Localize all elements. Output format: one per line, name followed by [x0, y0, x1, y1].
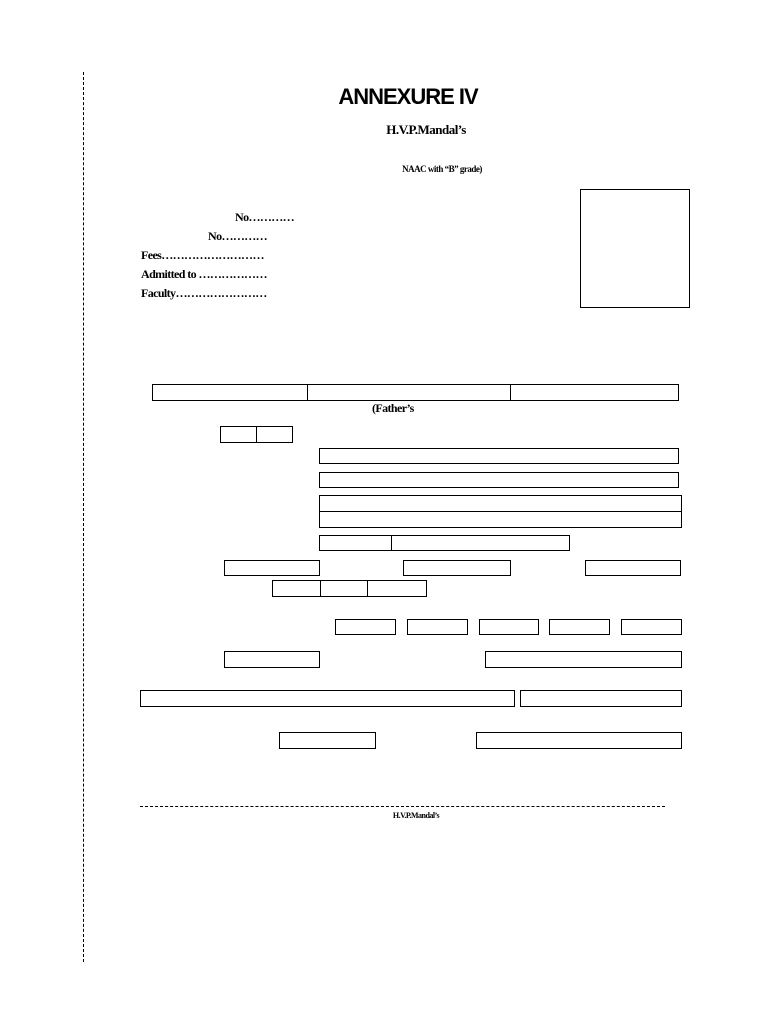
date-day-box[interactable]	[272, 580, 321, 597]
fathers-name-box[interactable]	[510, 384, 679, 401]
office-no-field-1: No…………	[235, 210, 295, 224]
option-box-1[interactable]	[335, 619, 396, 635]
field-box-g[interactable]	[520, 690, 682, 707]
address-line-1[interactable]	[319, 495, 682, 512]
office-no-field-2: No…………	[208, 229, 268, 243]
field-box-d[interactable]	[224, 651, 320, 668]
option-box-2[interactable]	[407, 619, 468, 635]
small-box-2[interactable]	[256, 426, 293, 443]
first-name-box[interactable]	[307, 384, 511, 401]
phone-box[interactable]	[391, 535, 570, 551]
page-title: ANNEXURE IV	[338, 84, 478, 109]
small-box-1[interactable]	[220, 426, 257, 443]
field-box-f[interactable]	[140, 690, 515, 707]
footer-institution-name: H.V.P.Mandal’s	[392, 811, 440, 820]
naac-grade: NAAC with “B” grade)	[402, 164, 482, 174]
field-box-i[interactable]	[476, 732, 682, 749]
option-box-4[interactable]	[549, 619, 610, 635]
surname-box[interactable]	[152, 384, 308, 401]
institution-name: H.V.P.Mandal’s	[386, 122, 466, 137]
field-box-a[interactable]	[224, 560, 320, 576]
fathers-label: (Father’s	[372, 401, 414, 415]
fees-field: Fees………………………	[141, 248, 264, 262]
field-box-h[interactable]	[279, 732, 376, 749]
field-line-1[interactable]	[319, 448, 679, 464]
pin-box[interactable]	[319, 535, 392, 551]
field-box-c[interactable]	[585, 560, 681, 576]
address-line-2[interactable]	[319, 511, 682, 528]
date-year-box[interactable]	[367, 580, 427, 597]
field-line-2[interactable]	[319, 472, 679, 488]
date-month-box[interactable]	[320, 580, 368, 597]
left-margin-cut-line	[83, 72, 84, 962]
photo-box	[580, 189, 690, 308]
option-box-3[interactable]	[479, 619, 539, 635]
admitted-to-field: Admitted to ………………	[141, 267, 267, 281]
tear-off-line	[140, 806, 665, 807]
field-box-b[interactable]	[403, 560, 511, 576]
option-box-5[interactable]	[621, 619, 682, 635]
field-box-e[interactable]	[485, 651, 682, 668]
faculty-field: Faculty……………………	[141, 286, 267, 300]
